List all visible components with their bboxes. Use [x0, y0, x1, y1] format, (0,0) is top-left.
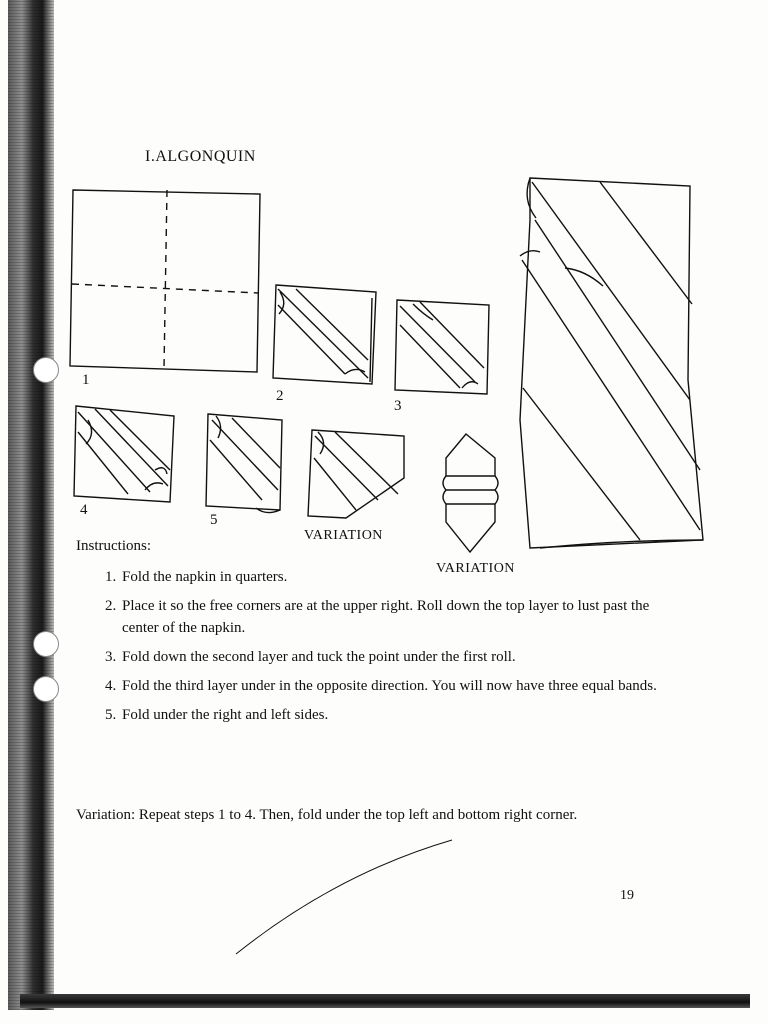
instructions-heading: Instructions: [76, 538, 151, 554]
variation-note: Variation: Repeat steps 1 to 4. Then, fold under the top left and bottom right corner. [76, 807, 578, 823]
figure-3-diagram [395, 300, 489, 394]
variation-caption: VARIATION [436, 561, 515, 576]
stray-pen-mark [236, 840, 452, 954]
figure-5-diagram [206, 414, 282, 513]
finished-napkin-diagram [520, 178, 703, 548]
figure-4-label: 4 [80, 502, 88, 518]
variation-1-diagram [308, 430, 404, 518]
figure-1-diagram [70, 190, 260, 372]
variation-caption: VARIATION [304, 528, 383, 543]
instruction-steps [76, 566, 680, 733]
page-title: I.ALGONQUIN [145, 148, 256, 165]
page-number: 19 [620, 888, 634, 903]
figure-2-diagram [273, 285, 376, 384]
figure-1-label: 1 [82, 372, 90, 388]
instruction-step: 1. Fold the napkin in quarters. [120, 566, 680, 588]
figure-2-label: 2 [276, 388, 284, 404]
instruction-step: 3. Fold down the second layer and tuck the point under the first roll. [120, 646, 680, 668]
variation-2-diagram [443, 434, 498, 552]
instruction-step: 2. Place it so the free corners are at the upper right. Roll down the top layer to lust past the center of the napkin. [120, 595, 680, 639]
instruction-step: 4. Fold the third layer under in the opposite direction. You will now have three equal bands. [120, 675, 680, 697]
figure-4-diagram [74, 406, 174, 502]
figure-5-label: 5 [210, 512, 218, 528]
instruction-step: 5. Fold under the right and left sides. [120, 704, 680, 726]
figure-3-label: 3 [394, 398, 402, 414]
